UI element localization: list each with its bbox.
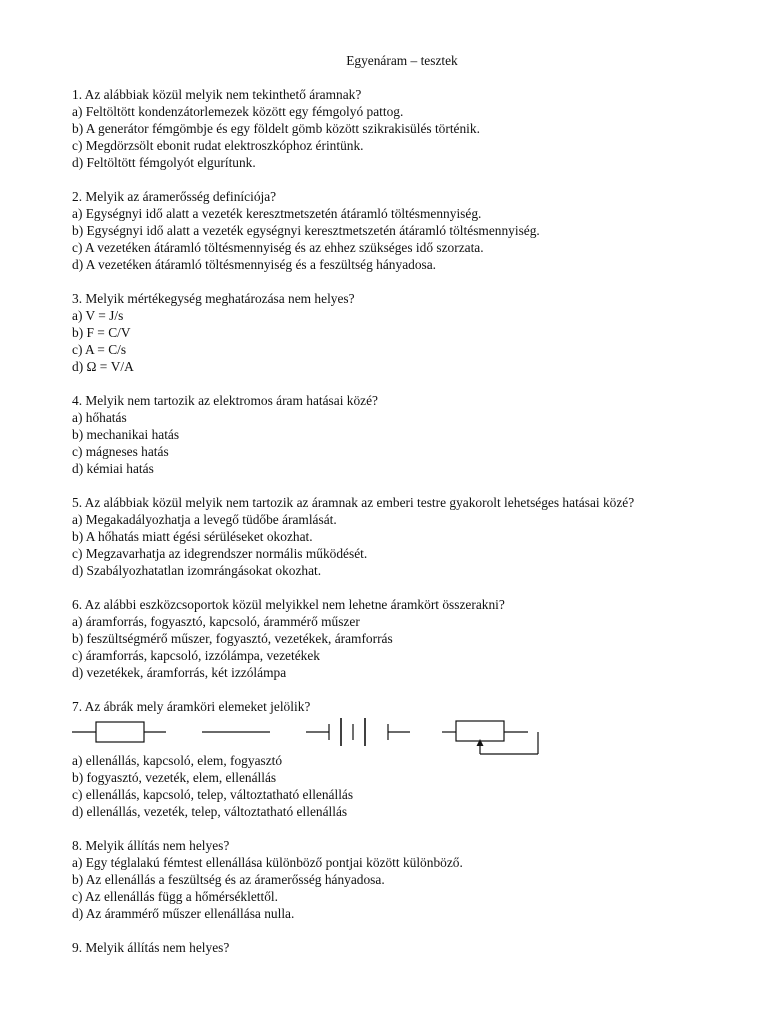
answer-b: b) A generátor fémgömbje és egy földelt gömb között szikrakisülés történik. — [72, 121, 480, 136]
answer-b: b) mechanikai hatás — [72, 427, 180, 442]
page-title: Egyenáram – tesztek — [346, 53, 458, 68]
question-text: 3. Melyik mértékegység meghatározása nem helyes? — [72, 291, 355, 306]
answer-d: d) vezetékek, áramforrás, két izzólámpa — [72, 665, 287, 680]
answer-b: b) fogyasztó, vezeték, elem, ellenállás — [72, 770, 277, 785]
circuit-symbols — [72, 718, 712, 752]
question-text: 4. Melyik nem tartozik az elektromos áram hatásai közé? — [72, 393, 379, 408]
circuit-symbols-drawing — [72, 718, 712, 758]
answer-b: b) Az ellenállás a feszültség és az áramerősség hányadosa. — [72, 872, 385, 887]
question-7 — [72, 698, 712, 820]
answer-a: a) hőhatás — [72, 410, 127, 425]
answer-c: c) Megzavarhatja az idegrendszer normális működését. — [72, 546, 368, 561]
question-4 — [72, 392, 712, 477]
answer-d: d) Ω = V/A — [72, 359, 134, 374]
answer-d: d) kémiai hatás — [72, 461, 154, 476]
answer-d: d) ellenállás, vezeték, telep, változtatható ellenállás — [72, 804, 348, 819]
question-text: 7. Az ábrák mely áramköri elemeket jelölik? — [72, 699, 311, 714]
answer-a: a) ellenállás, kapcsoló, elem, fogyasztó — [72, 753, 283, 768]
answer-c: c) ellenállás, kapcsoló, telep, változtatható ellenállás — [72, 787, 354, 802]
answer-c: c) áramforrás, kapcsoló, izzólámpa, vezetékek — [72, 648, 320, 663]
question-text: 1. Az alábbiak közül melyik nem tekinthető áramnak? — [72, 87, 362, 102]
question-text: 6. Az alábbi eszközcsoportok közül melyikkel nem lehetne áramkört összerakni? — [72, 597, 505, 612]
answer-b: b) Egységnyi idő alatt a vezeték egységnyi keresztmetszetén átáramló töltésmennyiség. — [72, 223, 540, 238]
answer-c: c) A = C/s — [72, 342, 127, 357]
question-3 — [72, 290, 712, 375]
answer-a: a) Egy téglalakú fémtest ellenállása különböző pontjai között különböző. — [72, 855, 463, 870]
answer-d: d) A vezetéken átáramló töltésmennyiség és a feszültség hányadosa. — [72, 257, 437, 272]
answer-b: b) F = C/V — [72, 325, 131, 340]
answer-a: a) V = J/s — [72, 308, 124, 323]
answer-b: b) A hőhatás miatt égési sérüléseket okozhat. — [72, 529, 313, 544]
question-text: 5. Az alábbiak közül melyik nem tartozik az áramnak az emberi testre gyakorolt lehetséges hatásai közé? — [72, 495, 635, 510]
answer-c: c) Megdörzsölt ebonit rudat elektroszkóphoz érintünk. — [72, 138, 364, 153]
answer-a: a) Megakadályozhatja a levegő tüdőbe áramlását. — [72, 512, 337, 527]
answer-d: d) Szabályozhatatlan izomrángásokat okozhat. — [72, 563, 322, 578]
question-8 — [72, 837, 712, 922]
answer-d: d) Feltöltött fémgolyót elgurítunk. — [72, 155, 256, 170]
battery-symbol — [306, 718, 410, 746]
question-2 — [72, 188, 712, 273]
resistor-symbol — [72, 722, 166, 742]
question-5 — [72, 494, 712, 579]
answer-c: c) mágneses hatás — [72, 444, 169, 459]
answer-d: d) Az árammérő műszer ellenállása nulla. — [72, 906, 295, 921]
variable-resistor-symbol — [442, 721, 538, 754]
answer-b: b) feszültségmérő műszer, fogyasztó, vezetékek, áramforrás — [72, 631, 393, 646]
question-9 — [72, 939, 712, 956]
question-6 — [72, 596, 712, 681]
question-text: 2. Melyik az áramerősség definíciója? — [72, 189, 277, 204]
answer-a: a) Egységnyi idő alatt a vezeték keresztmetszetén átáramló töltésmennyiség. — [72, 206, 482, 221]
answer-a: a) Feltöltött kondenzátorlemezek között egy fémgolyó pattog. — [72, 104, 404, 119]
test-page — [72, 52, 712, 973]
question-text: 9. Melyik állítás nem helyes? — [72, 940, 230, 955]
question-1 — [72, 86, 712, 171]
arrow-icon — [477, 739, 484, 746]
answer-c: c) Az ellenállás függ a hőmérséklettől. — [72, 889, 278, 904]
question-text: 8. Melyik állítás nem helyes? — [72, 838, 230, 853]
answer-a: a) áramforrás, fogyasztó, kapcsoló, árammérő műszer — [72, 614, 360, 629]
answer-c: c) A vezetéken átáramló töltésmennyiség és az ehhez szükséges idő szorzata. — [72, 240, 484, 255]
